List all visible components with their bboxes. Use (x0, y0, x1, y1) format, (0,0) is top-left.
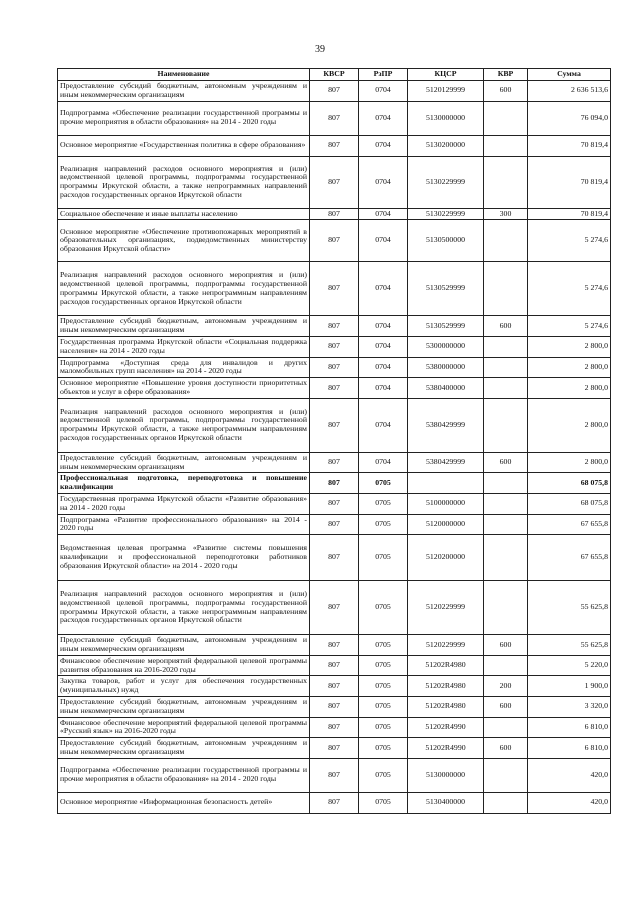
cell-sum: 5 274,6 (528, 316, 611, 337)
cell-sum: 2 800,0 (528, 357, 611, 378)
table-row (58, 452, 611, 473)
cell-name: Предоставление субсидий бюджетным, автономным учреждениям и иным некоммерческим организациям (58, 452, 310, 473)
table-row (58, 156, 611, 208)
cell-sum: 2 800,0 (528, 378, 611, 399)
cell-kcsr: 5130529999 (408, 316, 484, 337)
cell-name: Основное мероприятие «Информационная безопасность детей» (58, 792, 310, 813)
cell-sum: 68 075,8 (528, 493, 611, 514)
cell-name: Профессиональная подготовка, переподготовка и повышение квалификации (58, 473, 310, 494)
cell-kvsr: 807 (310, 452, 359, 473)
cell-name: Финансовое обеспечение мероприятий федеральной целевой программы «Русский язык» на 2016-2020 годы (58, 717, 310, 738)
cell-kvsr: 807 (310, 655, 359, 676)
cell-name: Предоставление субсидий бюджетным, автономным учреждениям и иным некоммерческим организациям (58, 635, 310, 656)
cell-sum: 67 655,8 (528, 514, 611, 535)
cell-kvr (484, 262, 528, 316)
cell-rzpr: 0705 (359, 535, 408, 581)
cell-kvsr: 807 (310, 81, 359, 102)
cell-kcsr: 5380000000 (408, 357, 484, 378)
cell-kvsr: 807 (310, 336, 359, 357)
cell-sum: 6 810,0 (528, 738, 611, 759)
cell-sum: 6 810,0 (528, 717, 611, 738)
cell-kcsr: 5100000000 (408, 493, 484, 514)
table-row (58, 514, 611, 535)
budget-table (57, 68, 611, 814)
cell-kvr (484, 493, 528, 514)
column-header-kvsr: КВСР (310, 69, 359, 81)
cell-rzpr: 0705 (359, 738, 408, 759)
cell-rzpr: 0705 (359, 581, 408, 635)
cell-kcsr: 5130000000 (408, 101, 484, 135)
cell-kvr (484, 473, 528, 494)
table-row (58, 135, 611, 156)
table-row (58, 792, 611, 813)
cell-rzpr: 0704 (359, 357, 408, 378)
cell-name: Предоставление субсидий бюджетным, автономным учреждениям и иным некоммерческим организациям (58, 738, 310, 759)
table-row (58, 357, 611, 378)
cell-sum: 2 800,0 (528, 452, 611, 473)
cell-name: Реализация направлений расходов основного мероприятия и (или) ведомственной целевой программы, подпрограммы государственной программы Иркутской области, а также непрограммных направлений расходов государственных органов Иркутской области (58, 156, 310, 208)
cell-rzpr: 0705 (359, 514, 408, 535)
cell-rzpr: 0705 (359, 676, 408, 697)
cell-kvr (484, 357, 528, 378)
cell-sum: 1 900,0 (528, 676, 611, 697)
page-number: 39 (315, 44, 325, 55)
cell-rzpr: 0705 (359, 493, 408, 514)
cell-kvr: 600 (484, 81, 528, 102)
table-row (58, 316, 611, 337)
cell-kcsr: 5120200000 (408, 535, 484, 581)
cell-kvr: 600 (484, 316, 528, 337)
cell-name: Реализация направлений расходов основного мероприятия и (или) ведомственной целевой программы, подпрограммы государственной программы Иркутской области, а также непрограммным направлениям расходов государственных органов Иркутской области (58, 262, 310, 316)
cell-kvr: 200 (484, 676, 528, 697)
cell-kvsr: 807 (310, 514, 359, 535)
column-header-kvr: КВР (484, 69, 528, 81)
table-row (58, 262, 611, 316)
cell-kvr (484, 135, 528, 156)
table-row (58, 208, 611, 220)
cell-kvr (484, 398, 528, 452)
column-header-sum: Сумма (528, 69, 611, 81)
cell-rzpr: 0704 (359, 378, 408, 399)
cell-kvsr: 807 (310, 357, 359, 378)
cell-name: Подпрограмма «Обеспечение реализации государственной программы и прочие мероприятия в области образования» на 2014 - 2020 годы (58, 758, 310, 792)
cell-name: Основное мероприятие «Обеспечение противопожарных мероприятий в образовательных организациях, подведомственных министерству образования Иркутской области» (58, 220, 310, 262)
table-row (58, 336, 611, 357)
cell-kcsr: 5380400000 (408, 378, 484, 399)
table-row (58, 738, 611, 759)
cell-name: Государственная программа Иркутской области «Развитие образования» на 2014 - 2020 годы (58, 493, 310, 514)
cell-kvsr: 807 (310, 738, 359, 759)
table-row (58, 220, 611, 262)
cell-kcsr: 5380429999 (408, 398, 484, 452)
cell-kcsr: 51202R4980 (408, 696, 484, 717)
cell-rzpr: 0705 (359, 696, 408, 717)
cell-name: Основное мероприятие «Государственная политика в сфере образования» (58, 135, 310, 156)
cell-kvr (484, 378, 528, 399)
cell-rzpr: 0704 (359, 135, 408, 156)
cell-kcsr: 5300000000 (408, 336, 484, 357)
cell-rzpr: 0705 (359, 792, 408, 813)
cell-rzpr: 0704 (359, 336, 408, 357)
table-row (58, 676, 611, 697)
cell-kvr: 600 (484, 696, 528, 717)
table-row (58, 473, 611, 494)
cell-rzpr: 0704 (359, 208, 408, 220)
table-row (58, 635, 611, 656)
cell-kcsr: 51202R4990 (408, 738, 484, 759)
cell-kvr (484, 535, 528, 581)
cell-kcsr: 5120000000 (408, 514, 484, 535)
cell-rzpr: 0704 (359, 398, 408, 452)
cell-rzpr: 0705 (359, 473, 408, 494)
cell-kvsr: 807 (310, 208, 359, 220)
cell-kcsr: 51202R4990 (408, 717, 484, 738)
cell-kvr (484, 101, 528, 135)
table-row (58, 581, 611, 635)
cell-kcsr (408, 473, 484, 494)
cell-sum: 2 800,0 (528, 336, 611, 357)
cell-name: Закупка товаров, работ и услуг для обеспечения государственных (муниципальных) нужд (58, 676, 310, 697)
cell-rzpr: 0704 (359, 101, 408, 135)
cell-kvsr: 807 (310, 535, 359, 581)
table-row (58, 378, 611, 399)
cell-name: Социальное обеспечение и иные выплаты населению (58, 208, 310, 220)
cell-kvsr: 807 (310, 581, 359, 635)
column-header-kcsr: КЦСР (408, 69, 484, 81)
cell-kvr (484, 581, 528, 635)
cell-rzpr: 0705 (359, 655, 408, 676)
cell-sum: 3 320,0 (528, 696, 611, 717)
cell-name: Предоставление субсидий бюджетным, автономным учреждениям и иным некоммерческим организациям (58, 81, 310, 102)
cell-kcsr: 5130529999 (408, 262, 484, 316)
cell-kcsr: 5380429999 (408, 452, 484, 473)
cell-kvsr: 807 (310, 135, 359, 156)
cell-name: Реализация направлений расходов основного мероприятия и (или) ведомственной целевой программы, подпрограммы государственной программы Иркутской области, а также непрограммным направлениям расходов государственных органов Иркутской области (58, 581, 310, 635)
cell-name: Основное мероприятие «Повышение уровня доступности приоритетных объектов и услуг в сфере образования» (58, 378, 310, 399)
cell-kvsr: 807 (310, 262, 359, 316)
cell-sum: 67 655,8 (528, 535, 611, 581)
cell-kvr (484, 156, 528, 208)
cell-kvsr: 807 (310, 220, 359, 262)
cell-kvr (484, 220, 528, 262)
table-row (58, 493, 611, 514)
cell-kcsr: 5130229999 (408, 156, 484, 208)
cell-rzpr: 0704 (359, 316, 408, 337)
cell-kcsr: 5130400000 (408, 792, 484, 813)
table-row (58, 655, 611, 676)
cell-rzpr: 0704 (359, 156, 408, 208)
table-header-row (58, 69, 611, 81)
column-header-rzpr: РзПР (359, 69, 408, 81)
cell-kcsr: 5130200000 (408, 135, 484, 156)
cell-sum: 420,0 (528, 792, 611, 813)
cell-rzpr: 0704 (359, 262, 408, 316)
cell-kvsr: 807 (310, 398, 359, 452)
cell-kvr (484, 792, 528, 813)
cell-sum: 5 220,0 (528, 655, 611, 676)
cell-rzpr: 0704 (359, 220, 408, 262)
cell-kvsr: 807 (310, 473, 359, 494)
cell-kvsr: 807 (310, 156, 359, 208)
cell-kcsr: 5120229999 (408, 581, 484, 635)
cell-kvsr: 807 (310, 717, 359, 738)
table-row (58, 717, 611, 738)
cell-name: Подпрограмма «Доступная среда для инвалидов и других маломобильных групп населения» на 2014 - 2020 годы (58, 357, 310, 378)
cell-kvsr: 807 (310, 758, 359, 792)
cell-name: Реализация направлений расходов основного мероприятия и (или) ведомственной целевой программы, подпрограммы государственной программы Иркутской области, а также непрограммным направлениям расходов государственных органов Иркутской области (58, 398, 310, 452)
cell-kvsr: 807 (310, 493, 359, 514)
cell-name: Ведомственная целевая программа «Развитие системы повышения квалификации и профессиональной переподготовки работников образования Иркутской области» на 2014 - 2020 годы (58, 535, 310, 581)
cell-kvsr: 807 (310, 676, 359, 697)
cell-rzpr: 0705 (359, 635, 408, 656)
cell-name: Предоставление субсидий бюджетным, автономным учреждениям и иным некоммерческим организациям (58, 316, 310, 337)
cell-kvr (484, 514, 528, 535)
cell-kvsr: 807 (310, 635, 359, 656)
cell-name: Подпрограмма «Обеспечение реализации государственной программы и прочие мероприятия в области образования» на 2014 - 2020 годы (58, 101, 310, 135)
table-row (58, 535, 611, 581)
table-row (58, 696, 611, 717)
cell-kvr (484, 758, 528, 792)
cell-kvr: 600 (484, 452, 528, 473)
cell-sum: 70 819,4 (528, 208, 611, 220)
cell-kcsr: 51202R4980 (408, 655, 484, 676)
cell-sum: 5 274,6 (528, 262, 611, 316)
cell-rzpr: 0704 (359, 81, 408, 102)
cell-sum: 2 800,0 (528, 398, 611, 452)
cell-name: Государственная программа Иркутской области «Социальная поддержка населения» на 2014 - 2020 годы (58, 336, 310, 357)
cell-kvr (484, 655, 528, 676)
cell-name: Подпрограмма «Развитие профессионального образования» на 2014 - 2020 годы (58, 514, 310, 535)
cell-kcsr: 5130500000 (408, 220, 484, 262)
cell-rzpr: 0705 (359, 758, 408, 792)
cell-kvr (484, 717, 528, 738)
table-row (58, 81, 611, 102)
cell-rzpr: 0705 (359, 717, 408, 738)
cell-sum: 70 819,4 (528, 156, 611, 208)
cell-kcsr: 5130000000 (408, 758, 484, 792)
cell-kvr (484, 336, 528, 357)
cell-kvr: 300 (484, 208, 528, 220)
cell-kvsr: 807 (310, 696, 359, 717)
cell-sum: 68 075,8 (528, 473, 611, 494)
cell-sum: 5 274,6 (528, 220, 611, 262)
table-row (58, 398, 611, 452)
cell-kvsr: 807 (310, 792, 359, 813)
cell-kvr: 600 (484, 738, 528, 759)
cell-kvsr: 807 (310, 316, 359, 337)
table-row (58, 758, 611, 792)
cell-name: Предоставление субсидий бюджетным, автономным учреждениям и иным некоммерческим организациям (58, 696, 310, 717)
table-body (58, 81, 611, 814)
cell-kcsr: 5120129999 (408, 81, 484, 102)
column-header-name: Наименование (58, 69, 310, 81)
cell-sum: 55 625,8 (528, 581, 611, 635)
cell-sum: 70 819,4 (528, 135, 611, 156)
table-row (58, 101, 611, 135)
cell-kvr: 600 (484, 635, 528, 656)
cell-rzpr: 0704 (359, 452, 408, 473)
cell-kcsr: 51202R4980 (408, 676, 484, 697)
cell-kcsr: 5130229999 (408, 208, 484, 220)
cell-sum: 2 636 513,6 (528, 81, 611, 102)
cell-sum: 55 625,8 (528, 635, 611, 656)
cell-kvsr: 807 (310, 101, 359, 135)
cell-sum: 76 094,0 (528, 101, 611, 135)
cell-sum: 420,0 (528, 758, 611, 792)
cell-kcsr: 5120229999 (408, 635, 484, 656)
cell-kvsr: 807 (310, 378, 359, 399)
cell-name: Финансовое обеспечение мероприятий федеральной целевой программы развития образования на 2016-2020 годы (58, 655, 310, 676)
